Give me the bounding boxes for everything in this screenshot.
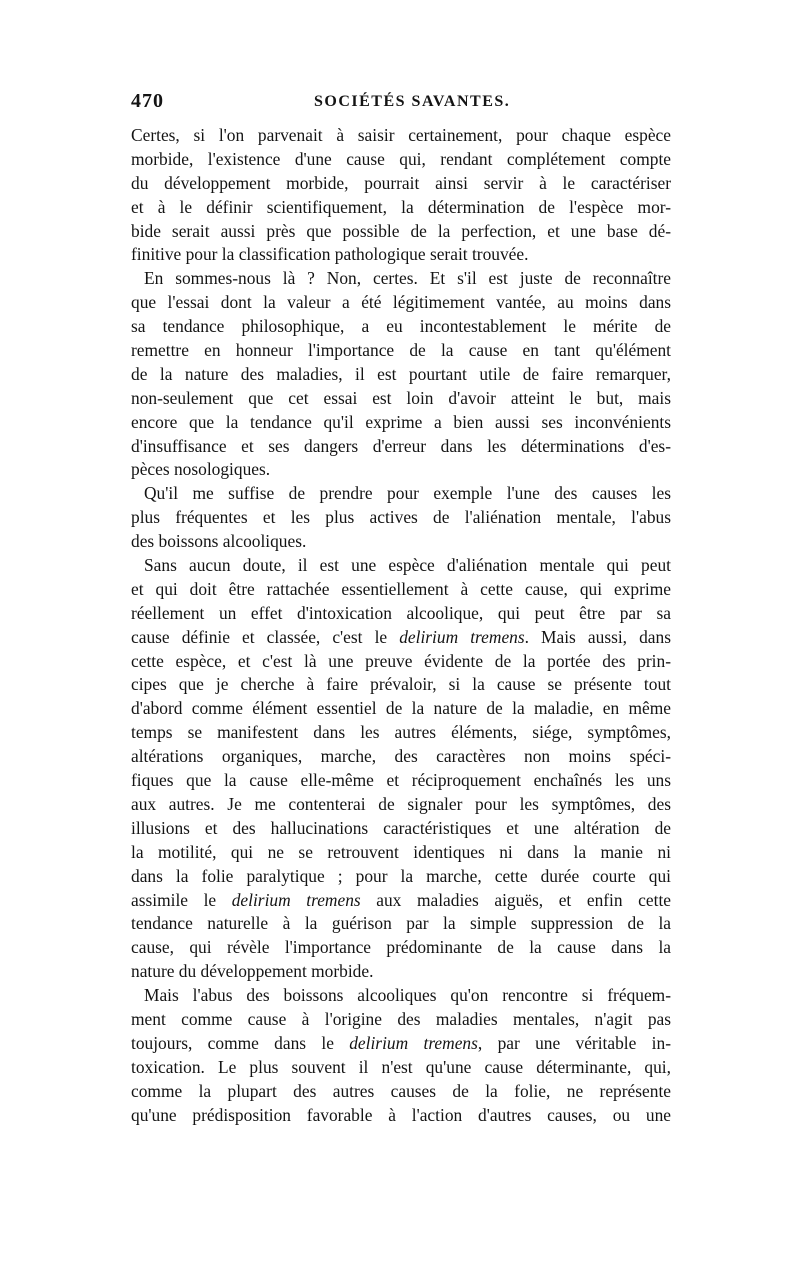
text-line: Qu'il me suffise de prendre pour exemple l'une des causes les bbox=[144, 483, 671, 504]
text-line: altérations organiques, marche, des caractères non moins spéci- bbox=[131, 746, 671, 767]
page-number: 470 bbox=[131, 90, 164, 112]
running-head: SOCIÉTÉS SAVANTES. bbox=[314, 93, 511, 110]
text-line: de la nature des maladies, il est pourtant utile de faire remarquer, bbox=[131, 363, 671, 384]
text-line: encore que la tendance qu'il exprime a bien aussi ses inconvénients bbox=[131, 411, 671, 432]
text-line: du développement morbide, pourrait ainsi servir à le caractériser bbox=[131, 172, 671, 193]
text-line: Sans aucun doute, il est une espèce d'aliénation mentale qui peut bbox=[144, 555, 671, 576]
text-line: et à le définir scientifiquement, la détermination de l'espèce mor- bbox=[131, 196, 671, 217]
text-line: non-seulement que cet essai est loin d'avoir atteint le but, mais bbox=[131, 387, 671, 408]
text-line: comme la plupart des autres causes de la folie, ne représente bbox=[131, 1080, 671, 1101]
text-line: Certes, si l'on parvenait à saisir certainement, pour chaque espèce bbox=[131, 125, 671, 145]
text-line: sa tendance philosophique, a eu incontestablement le mérite de bbox=[131, 316, 671, 337]
text-line: finitive pour la classification pathologique serait trouvée. bbox=[131, 244, 529, 265]
text-line: cause, qui révèle l'importance prédominante de la cause dans la bbox=[131, 937, 671, 958]
text-line: réellement un effet d'intoxication alcoolique, qui peut être par sa bbox=[131, 602, 671, 623]
text-line: ment comme cause à l'origine des maladies mentales, n'agit pas bbox=[131, 1008, 671, 1029]
text-line: fiques que la cause elle-même et réciproquement enchaînés les uns bbox=[131, 770, 671, 791]
text-line: remettre en honneur l'importance de la cause en tant qu'élément bbox=[131, 340, 671, 361]
text-line: qu'une prédisposition favorable à l'action d'autres causes, ou une bbox=[131, 1104, 671, 1125]
text-line: toujours, comme dans le delirium tremens, par une véritable in- bbox=[131, 1032, 671, 1053]
text-line: plus fréquentes et les plus actives de l'aliénation mentale, l'abus bbox=[131, 507, 671, 528]
text-line: cipes que je cherche à faire prévaloir, si la cause se présente tout bbox=[131, 674, 671, 695]
text-line: cause définie et classée, c'est le delirium tremens. Mais aussi, dans bbox=[131, 626, 671, 647]
text-line: que l'essai dont la valeur a été légitimement vantée, au moins dans bbox=[131, 292, 671, 313]
text-line: des boissons alcooliques. bbox=[131, 531, 307, 552]
text-line: aux autres. Je me contenterai de signaler pour les symptômes, des bbox=[131, 793, 671, 814]
text-line: Mais l'abus des boissons alcooliques qu'on rencontre si fréquem- bbox=[144, 985, 671, 1006]
text-line: dans la folie paralytique ; pour la marche, cette durée courte qui bbox=[131, 865, 671, 886]
text-line: temps se manifestent dans les autres éléments, siége, symptômes, bbox=[131, 722, 671, 743]
text-line: assimile le delirium tremens aux maladies aiguës, et enfin cette bbox=[131, 889, 671, 910]
text-line: et qui doit être rattachée essentiellement à cette cause, qui exprime bbox=[131, 578, 671, 599]
text-line: d'abord comme élément essentiel de la nature de la maladie, en même bbox=[131, 698, 671, 719]
text-line: tendance naturelle à la guérison par la simple suppression de la bbox=[131, 913, 671, 934]
text-line: pèces nosologiques. bbox=[131, 459, 271, 480]
text-line: la motilité, qui ne se retrouvent identiques ni dans la manie ni bbox=[131, 841, 671, 862]
body-text bbox=[131, 124, 671, 1127]
text-line: morbide, l'existence d'une cause qui, rendant complétement compte bbox=[131, 148, 671, 169]
page-header bbox=[131, 90, 671, 120]
text-line: En sommes-nous là ? Non, certes. Et s'il est juste de reconnaître bbox=[144, 268, 671, 289]
text-line: toxication. Le plus souvent il n'est qu'une cause déterminante, qui, bbox=[131, 1056, 671, 1077]
text-line: cette espèce, et c'est là une preuve évidente de la portée des prin- bbox=[131, 650, 671, 671]
text-line: d'insuffisance et ses dangers d'erreur dans les déterminations d'es- bbox=[131, 435, 671, 456]
text-line: bide serait aussi près que possible de la perfection, et une base dé- bbox=[131, 220, 671, 241]
text-line: nature du développement morbide. bbox=[131, 961, 374, 982]
text-line: illusions et des hallucinations caractéristiques et une altération de bbox=[131, 817, 671, 838]
